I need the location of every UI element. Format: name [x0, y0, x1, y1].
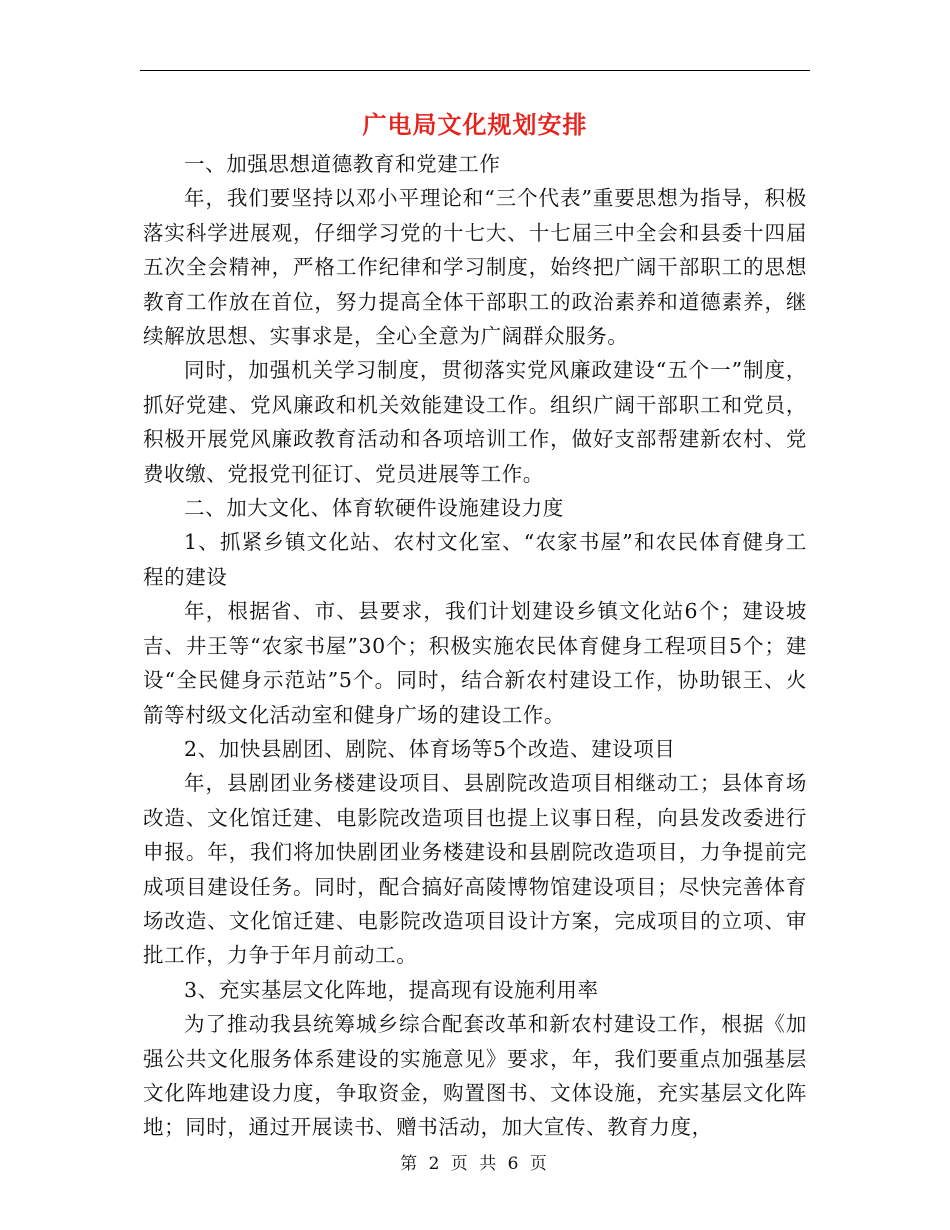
section-heading-2: 二、加大文化、体育软硬件设施建设力度 [184, 496, 564, 521]
body-paragraph: 同时，加强机关学习制度，贯彻落实党风廉政建设“五个一”制度，抓好党建、党风廉政和机关效能建设工作。组织广阔干部职工和党员，积极开展党风廉政教育活动和各项培训工作，做好支部帮建新农村、党费收缴、党报党刊征订、党员进展等工作。 [143, 358, 807, 486]
document-body [143, 147, 807, 1145]
subsection-heading-3: 3、充实基层文化阵地，提高现有设施利用率 [184, 977, 599, 1002]
body-paragraph: 为了推动我县统筹城乡综合配套改革和新农村建设工作，根据《加强公共文化服务体系建设的实施意见》要求，年，我们要重点加强基层文化阵地建设力度，争取资金，购置图书、文体设施，充实基层文化阵地；同时，通过开展读书、赠书活动，加大宣传、教育力度， [143, 1012, 807, 1140]
header-rule [140, 70, 810, 71]
body-paragraph: 年，根据省、市、县要求，我们计划建设乡镇文化站6个；建设坡吉、井王等“农家书屋”30个；积极实施农民体育健身工程项目5个；建设“全民健身示范站”5个。同时，结合新农村建设工作，协助银王、火箭等村级文化活动室和健身广场的建设工作。 [143, 599, 807, 727]
body-paragraph: 年，县剧团业务楼建设项目、县剧院改造项目相继动工；县体育场改造、文化馆迁建、电影院改造项目也提上议事日程，向县发改委进行申报。年，我们将加快剧团业务楼建设和县剧院改造项目，力争提前完成项目建设任务。同时，配合搞好高陵博物馆建设项目；尽快完善体育场改造、文化馆迁建、电影院改造项目设计方案，完成项目的立项、审批工作，力争于年月前动工。 [143, 771, 807, 968]
subsection-heading-2: 2、加快县剧团、剧院、体育场等5个改造、建设项目 [184, 736, 676, 761]
page-number: 第 2 页 共 6 页 [400, 1154, 550, 1174]
document-title: 广电局文化规划安排 [362, 110, 588, 139]
body-paragraph: 年，我们要坚持以邓小平理论和“三个代表”重要思想为指导，积极落实科学进展观，仔细学习党的十七大、十七届三中全会和县委十四届五次全会精神，严格工作纪律和学习制度，始终把广阔干部职工的思想教育工作放在首位，努力提高全体干部职工的政治素养和道德素养，继续解放思想、实事求是，全心全意为广阔群众服务。 [143, 186, 807, 349]
section-heading-1: 一、加强思想道德教育和党建工作 [184, 152, 501, 176]
subsection-heading-1: 1、抓紧乡镇文化站、农村文化室、“农家书屋”和农民体育健身工程的建设 [143, 530, 807, 589]
